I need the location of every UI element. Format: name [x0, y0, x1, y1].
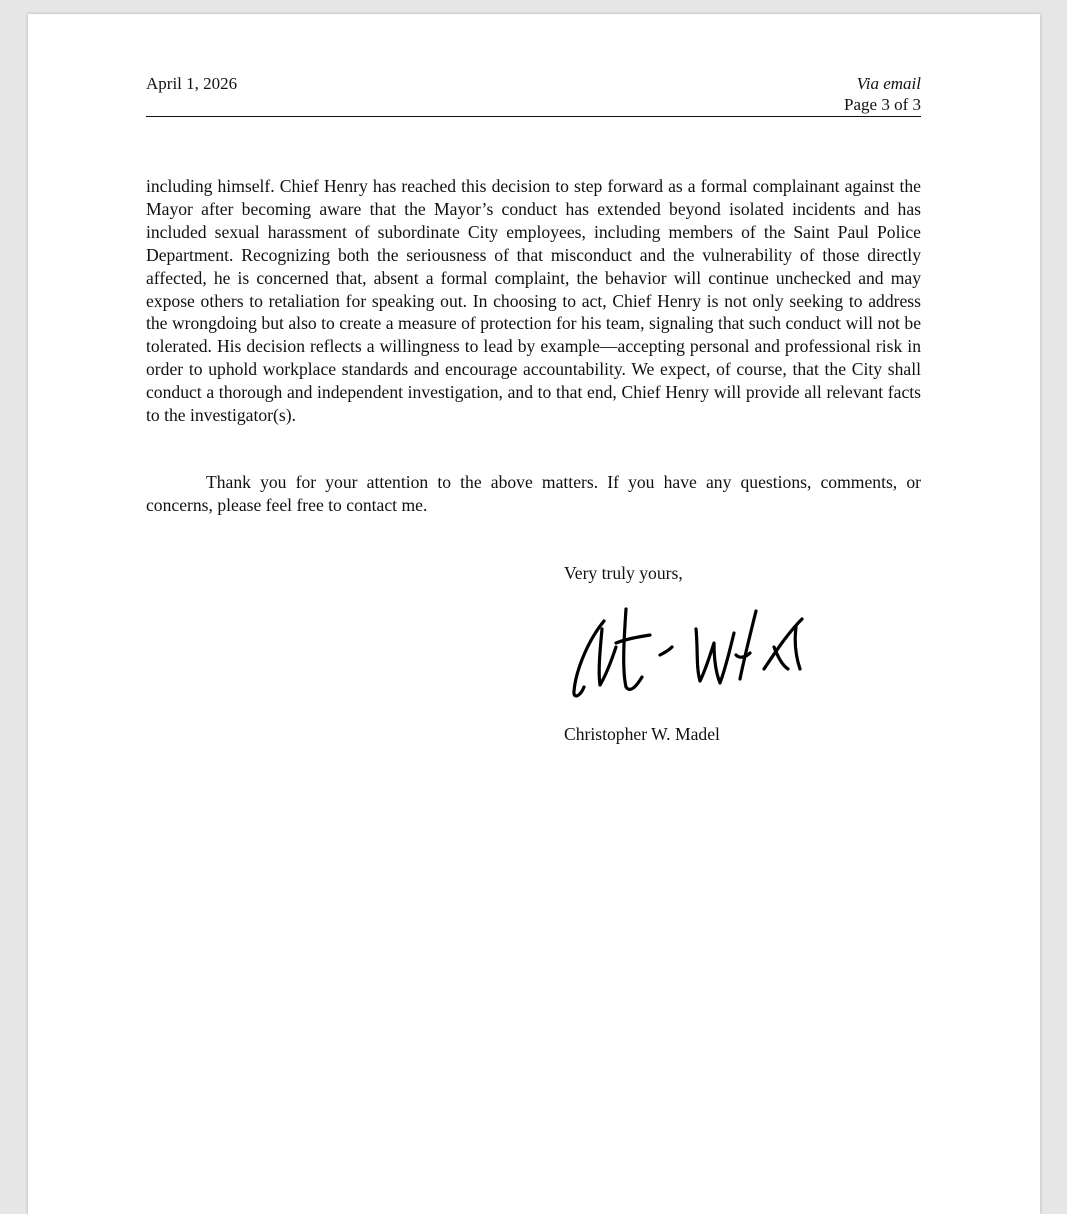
body-paragraph-1: including himself. Chief Henry has reached this decision to step forward as a formal complainant against the Mayor after becoming aware that the Mayor’s conduct has extended beyond isolated incidents and has included sexual harassment of subordinate City employees, including members of the Saint Paul Police Department. Recognizing both the seriousness of that misconduct and the vulnerability of those directly affected, he is concerned that, absent a formal complaint, the behavior will continue unchecked and may expose others to retaliation for speaking out. In choosing to act, Chief Henry is not only seeking to address the wrongdoing but also to create a measure of protection for his team, signaling that such conduct will not be tolerated. His decision reflects a willingness to lead by example—accepting personal and professional risk in order to uphold workplace standards and encourage accountability. We expect, of course, that the City shall conduct a thorough and independent investigation, and to that end, Chief Henry will provide all relevant facts to the investigator(s).	[146, 176, 921, 426]
page-number: Page 3 of 3	[844, 95, 921, 114]
letter-date: April 1, 2026	[146, 74, 238, 93]
letter-page	[28, 14, 1040, 1214]
letter-header	[146, 73, 921, 117]
delivery-method: Via email	[856, 74, 921, 93]
body-paragraph-2: Thank you for your attention to the above matters. If you have any questions, comments, or concerns, please feel free to contact me.	[146, 472, 921, 515]
header-right	[844, 73, 921, 115]
closing-salutation: Very truly yours,	[564, 563, 683, 583]
handwritten-signature-icon	[564, 599, 834, 709]
signer-name: Christopher W. Madel	[564, 724, 720, 744]
